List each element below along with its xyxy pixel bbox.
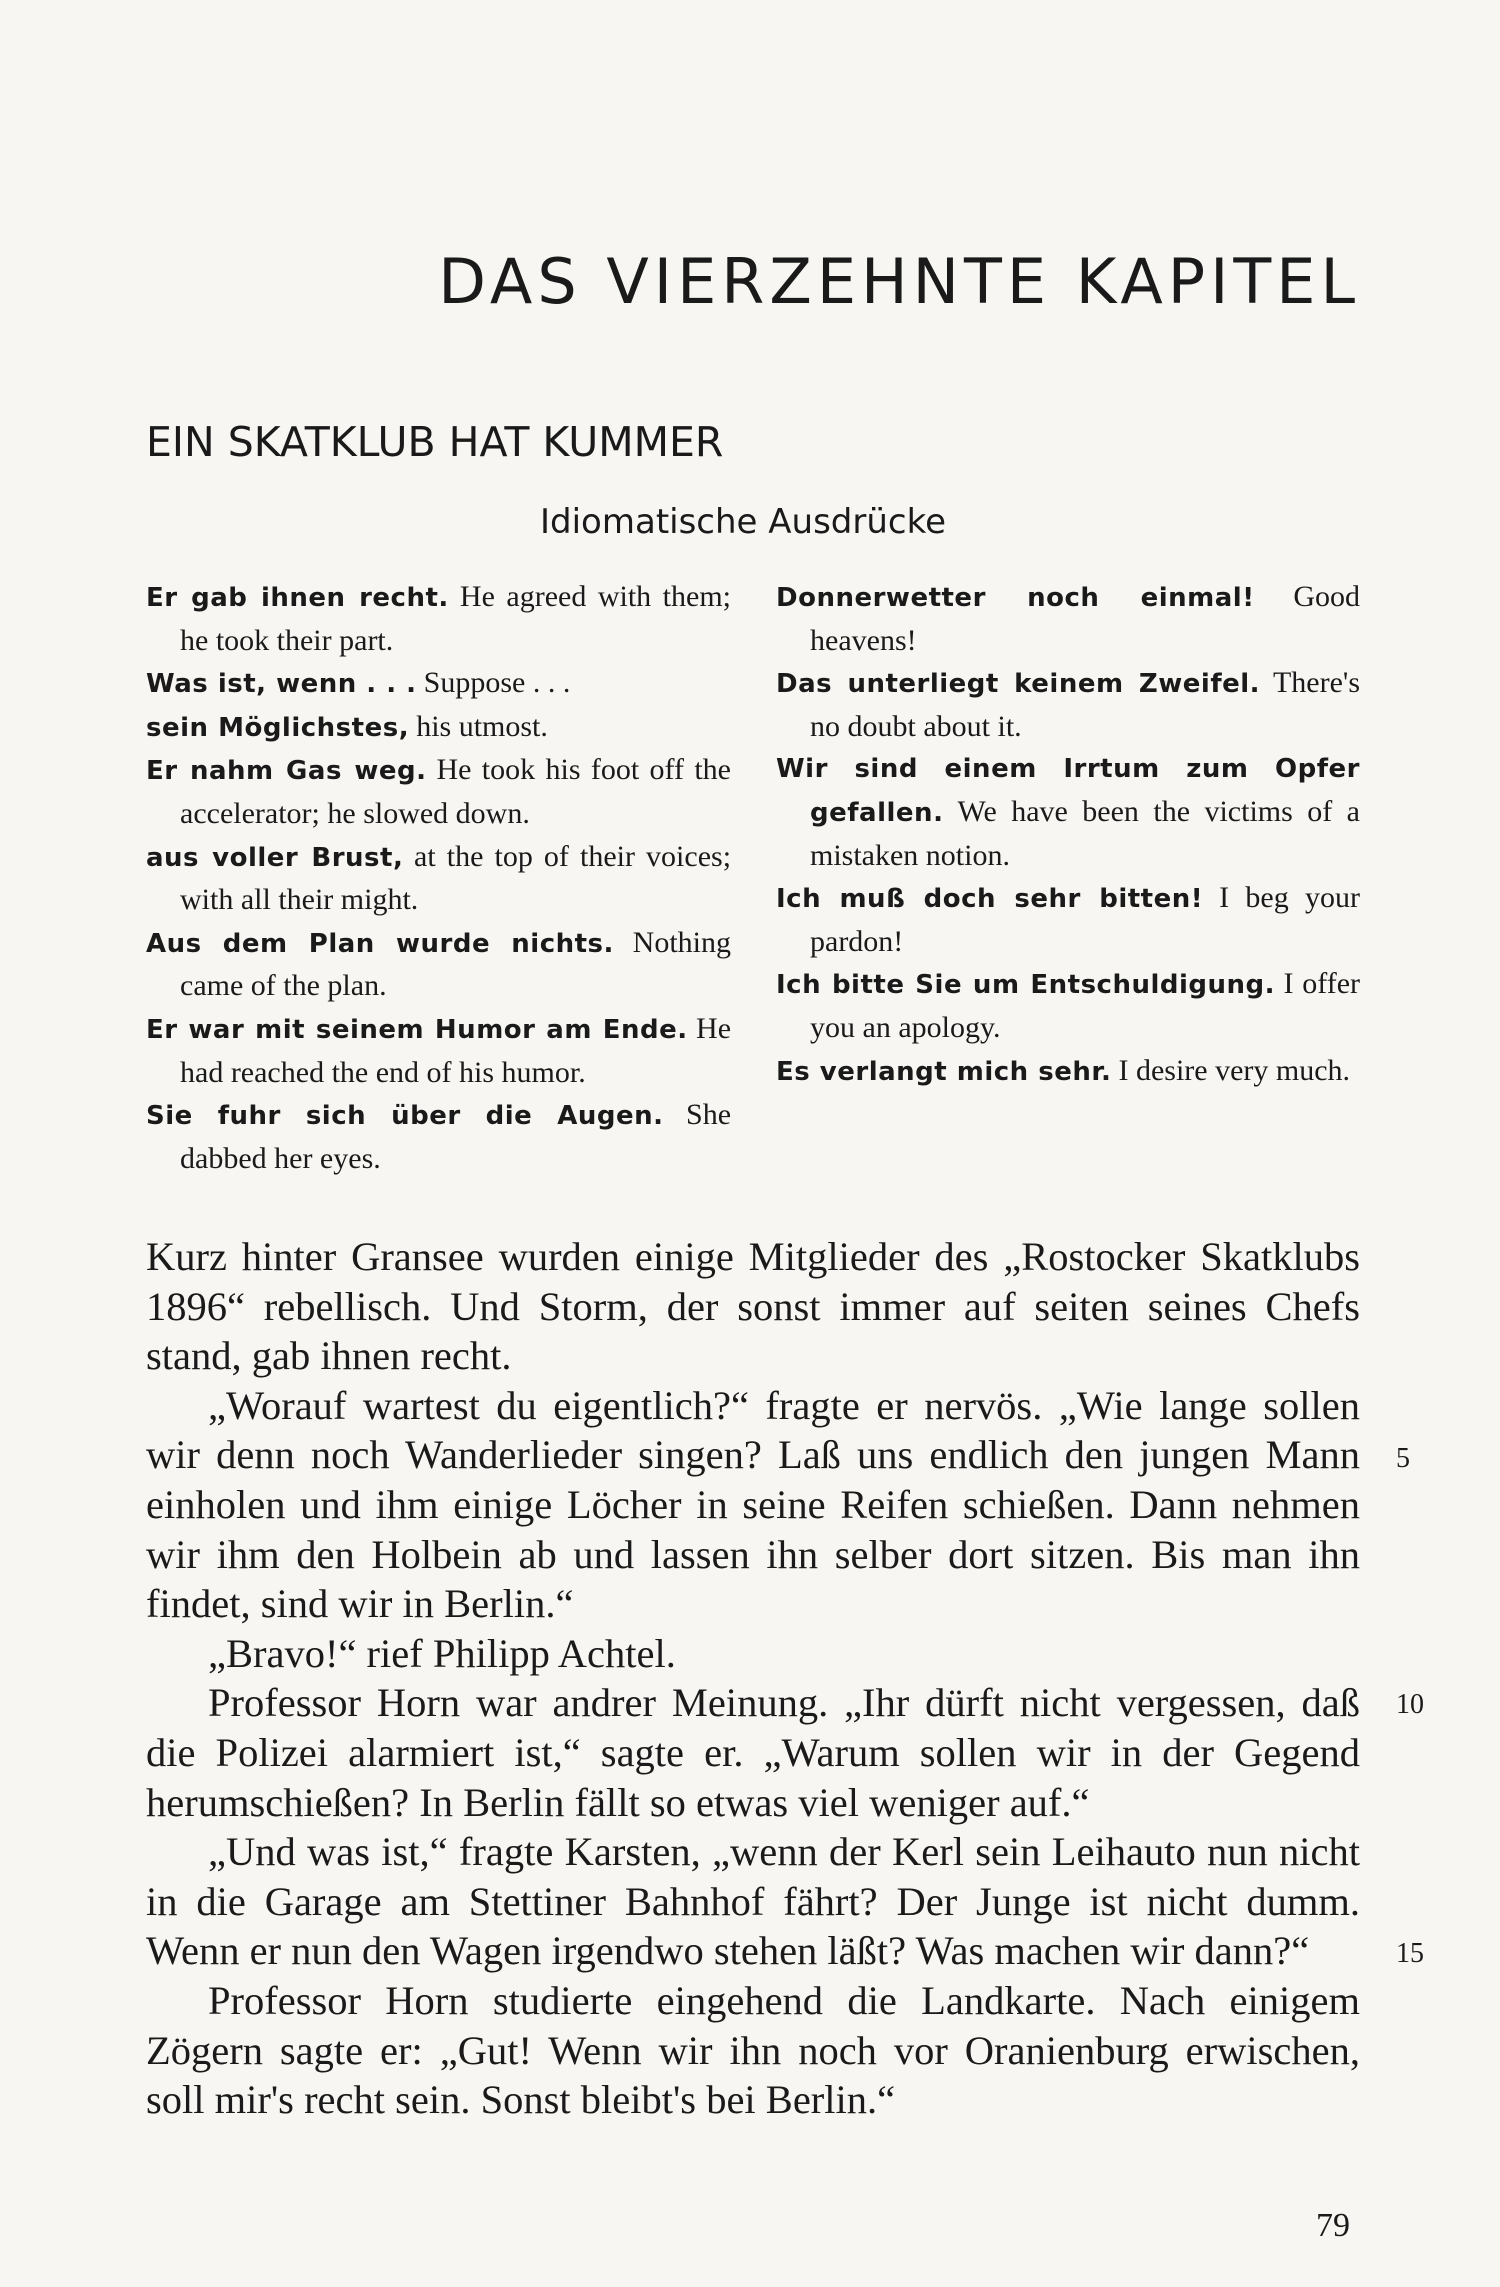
idiom-entry bbox=[146, 706, 731, 750]
idiom-entry bbox=[776, 576, 1360, 662]
idiom-gloss: He agreed with them; he took their part. bbox=[180, 580, 732, 657]
idiom-entry bbox=[146, 662, 731, 706]
idiom-entry bbox=[776, 877, 1360, 963]
idiom-gloss: She dabbed her eyes. bbox=[180, 1098, 732, 1175]
paragraph: „Bravo!“ rief Philipp Achtel. bbox=[208, 1630, 676, 1676]
idiom-entry bbox=[146, 1094, 731, 1180]
idioms-left-column bbox=[146, 576, 731, 1180]
idiom-entry bbox=[146, 576, 731, 662]
idiom-phrase: Das unterliegt keinem Zweifel. bbox=[776, 669, 1261, 700]
line-number: 15 bbox=[1396, 1938, 1424, 1969]
line-number: 5 bbox=[1396, 1443, 1410, 1474]
paragraph: „Und was ist,“ fragte Karsten, „wenn der Kerl sein Leihauto nun nicht in die Garage am Stettiner Bahnhof fährt? Der Junge ist nicht dumm. Wenn er nun den Wagen irgendwo stehen läßt? Was machen wir dann?“ bbox=[146, 1829, 1360, 1974]
idiom-phrase: aus voller Brust, bbox=[146, 842, 404, 873]
idiom-phrase: Ich muß doch sehr bitten! bbox=[776, 884, 1204, 915]
idiom-phrase: Donnerwetter noch einmal! bbox=[776, 583, 1255, 613]
idiom-phrase: Er gab ihnen recht. bbox=[146, 583, 449, 613]
idiom-entry bbox=[776, 963, 1360, 1049]
page-number: 79 bbox=[1316, 2207, 1350, 2244]
idiom-gloss: I offer you an apology. bbox=[810, 967, 1360, 1044]
idiom-phrase: Wir sind einem Irrtum zum Opfer gefallen. bbox=[776, 754, 1360, 828]
idioms-right-column bbox=[776, 576, 1360, 1093]
idiom-gloss: Good heavens! bbox=[810, 580, 1361, 657]
idiom-phrase: Ich bitte Sie um Entschuldigung. bbox=[776, 970, 1276, 1001]
idiom-gloss: I beg your pardon! bbox=[810, 881, 1361, 958]
idiom-gloss: He took his foot off the accelerator; he slowed down. bbox=[180, 753, 731, 830]
idiom-gloss: He had reached the end of his humor. bbox=[180, 1011, 732, 1089]
line-number: 10 bbox=[1396, 1689, 1424, 1720]
idiom-gloss: I desire very much. bbox=[1118, 1053, 1351, 1087]
idiom-phrase: Aus dem Plan wurde nichts. bbox=[146, 928, 614, 959]
idiom-phrase: Er war mit seinem Humor am Ende. bbox=[146, 1014, 688, 1045]
idiom-phrase: Was ist, wenn . . . bbox=[146, 669, 417, 700]
paragraph: Professor Horn war andrer Meinung. „Ihr dürft nicht vergessen, daß die Polizei alarmiert ist,“ sagte er. „Warum sollen wir in der Gegend herumschießen? In Berlin fällt so etwas viel weniger auf.“ bbox=[146, 1680, 1360, 1825]
paragraph: Professor Horn studierte eingehend die Landkarte. Nach einigem Zögern sagte er: „Gut! Wenn wir ihn noch vor Oranienburg erwischen, soll mir's recht sein. Sonst bleibt's bei Berlin.“ bbox=[146, 1977, 1360, 2123]
idiom-entry bbox=[146, 922, 731, 1008]
idiom-entry bbox=[146, 836, 731, 922]
paragraph: „Worauf wartest du eigentlich?“ fragte er nervös. „Wie lange sollen wir denn noch Wanderlieder singen? Laß uns endlich den jungen Mann einholen und ihm einige Löcher in seine Reifen schießen. Dann nehmen wir ihm den Holbein ab und lassen ihn selber dort sitzen. Bis man ihn findet, sind wir in Berlin.“ bbox=[146, 1382, 1360, 1627]
idiom-gloss: Suppose . . . bbox=[423, 666, 571, 700]
idiom-entry bbox=[776, 662, 1360, 748]
idiom-gloss: at the top of their voices; with all their might. bbox=[180, 839, 732, 917]
chapter-title: DAS VIERZEHNTE KAPITEL bbox=[438, 245, 1360, 318]
idiom-phrase: Es verlangt mich sehr. bbox=[776, 1056, 1112, 1087]
idiom-gloss: his utmost. bbox=[416, 709, 548, 743]
idiom-phrase: Er nahm Gas weg. bbox=[146, 756, 427, 787]
idiom-phrase: Sie fuhr sich über die Augen. bbox=[146, 1101, 664, 1132]
idiom-gloss: There's no doubt about it. bbox=[810, 666, 1361, 743]
idioms-heading: Idiomatische Ausdrücke bbox=[540, 502, 946, 542]
idiom-gloss: Nothing came of the plan. bbox=[180, 925, 731, 1003]
paragraph: Kurz hinter Gransee wurden einige Mitglieder des „Rostocker Skatklubs 1896“ rebellisch. Und Storm, der sonst immer auf seiten seines Chefs stand, gab ihnen recht. bbox=[146, 1234, 1360, 1379]
body-text bbox=[146, 1232, 1360, 2125]
idiom-gloss: We have been the victims of a mistaken notion. bbox=[810, 794, 1360, 872]
idiom-entry bbox=[776, 1050, 1360, 1094]
idiom-phrase: sein Möglichstes, bbox=[146, 712, 410, 743]
idiom-entry bbox=[146, 749, 731, 835]
section-title: EIN SKATKLUB HAT KUMMER bbox=[146, 418, 724, 466]
idiom-entry bbox=[776, 748, 1360, 877]
idiom-entry bbox=[146, 1008, 731, 1094]
